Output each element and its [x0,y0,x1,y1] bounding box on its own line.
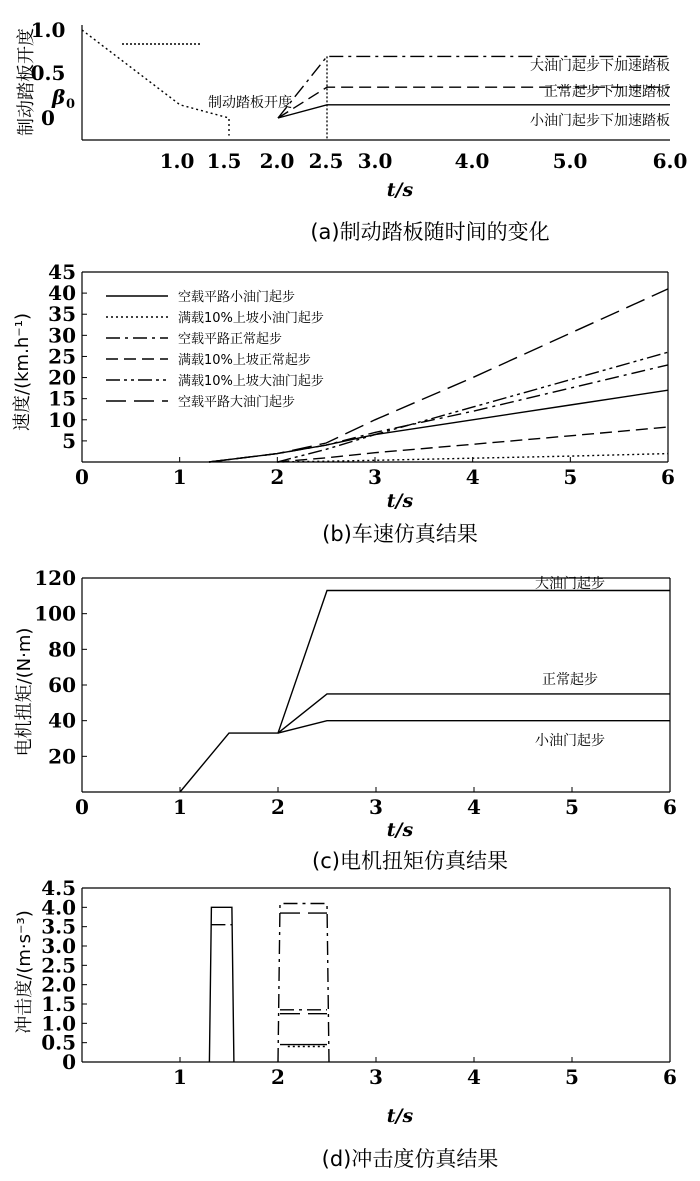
panel-b-legend [106,289,324,410]
panel-c-ticks [34,566,677,819]
x-tick-label: 2 [270,465,285,489]
x-tick-label: 1 [173,1065,187,1089]
panel-d-x-label: t/s [386,1105,414,1127]
series-line-2 [278,694,670,733]
y-tick-label: 15 [48,386,76,411]
y-tick-label: 60 [48,673,76,697]
y-tick-label: 3.0 [41,934,76,958]
panel-c-series-label-2: 正常起步 [542,672,598,688]
panel-d-y-label: 冲击度/(m·s⁻³) [14,910,35,1034]
y-tick-label: 30 [48,323,76,348]
y-tick-label: 0.5 [30,61,66,85]
panel-a-series-label-2: 正常起步下加速踏板 [544,84,670,100]
y-tick-label: 45 [48,260,76,284]
x-tick-label: 6 [663,795,677,819]
panel-b-y-label: 速度/(km.h⁻¹) [12,313,33,431]
y-tick-label: 40 [48,708,76,733]
x-tick-label: 3.0 [357,149,393,173]
panel-d-title: (d)冲击度仿真结果 [321,1147,499,1171]
series-line-3 [278,721,670,733]
panel-c-series-label-3: 小油门起步 [535,733,605,749]
x-tick-label: 6.0 [652,149,688,173]
y-tick-label: 1.5 [41,992,76,1016]
x-tick-label: 4 [467,1065,481,1089]
y-tick-label: 2.0 [41,972,76,997]
panel-d-ticks [41,876,677,1089]
x-tick-label: 1.5 [206,149,242,173]
x-tick-label: 1 [173,795,187,819]
x-tick-label: 5 [565,1065,579,1089]
y-tick-label: 2.5 [41,953,76,978]
x-tick-label: 2.0 [259,149,295,173]
legend-label-1: 空载平路小油门起步 [178,290,296,305]
x-tick-label: 0 [75,465,89,489]
panel-a [16,18,687,244]
y-tick-label: 1.0 [30,18,66,42]
series-line-1 [180,591,670,793]
panel-a-annotation: 制动踏板开度 [208,95,292,111]
y-tick-label: 35 [48,302,76,327]
series-line-5 [277,352,668,462]
x-tick-label: 3 [368,465,382,489]
panel-a-series-label-1: 大油门起步下加速踏板 [530,58,670,74]
x-tick-label: 5 [563,465,578,489]
y-tick-label: 10 [48,407,76,432]
y-tick-label: 0 [62,1050,76,1074]
x-tick-label: 4 [467,795,481,819]
y-tick-label: 0 [41,106,55,130]
panel-b-title: (b)车速仿真结果 [322,522,478,546]
y-tick-label: 20 [48,365,76,390]
y-tick-label: 120 [34,566,76,590]
series-line-4 [277,427,668,462]
x-tick-label: 6 [663,1065,677,1089]
series-line-1 [82,30,229,136]
x-tick-label: 1.0 [159,149,195,173]
panel-b-axes [82,272,668,462]
y-tick-label: 40 [48,281,76,306]
x-tick-label: 5 [565,795,579,819]
panel-c-series [180,591,670,793]
series-line-1 [209,907,234,1062]
panel-b-x-label: t/s [386,490,414,512]
legend-label-4: 满载10%上坡正常起步 [178,353,311,368]
x-tick-label: 2 [271,795,285,819]
y-tick-label: 25 [48,344,76,369]
y-tick-label: 80 [48,637,76,662]
x-tick-label: 4.0 [454,149,490,173]
panel-c-x-label: t/s [386,819,414,841]
panel-a-beta-sub: 0 [66,97,76,112]
panel-d [14,876,677,1171]
y-tick-label: 3.5 [41,914,76,939]
y-tick-label: 4.5 [41,876,76,900]
y-tick-label: 1.0 [41,1011,76,1036]
legend-label-6: 空载平路大油门起步 [178,395,296,410]
panel-a-series-label-3: 小油门起步下加速踏板 [530,113,670,129]
panel-c [14,566,677,873]
panel-c-title: (c)电机扭矩仿真结果 [312,849,508,873]
x-tick-label: 4 [465,465,480,489]
y-tick-label: 100 [34,601,76,626]
x-tick-label: 3 [369,795,383,819]
panel-a-title: (a)制动踏板随时间的变化 [310,220,550,244]
y-tick-label: 5 [62,428,76,453]
panel-d-series [209,904,329,1063]
x-tick-label: 1 [172,465,187,489]
legend-label-5: 满载10%上坡大油门起步 [178,374,324,389]
panel-b [12,260,675,546]
legend-label-3: 空载平路正常起步 [178,332,283,347]
y-tick-label: 20 [48,744,76,769]
x-tick-label: 0 [75,795,89,819]
x-tick-label: 5.0 [552,149,588,173]
x-tick-label: 6 [661,465,675,489]
panel-d-axes [82,888,670,1062]
legend-label-2: 满载10%上坡小油门起步 [178,311,324,326]
x-tick-label: 2.5 [308,149,344,173]
y-tick-label: 0.5 [41,1030,76,1055]
panel-a-y-label: 制动踏板开度 [16,28,37,136]
x-tick-label: 3 [369,1065,383,1089]
x-tick-label: 2 [271,1065,285,1089]
panel-b-ticks [48,260,675,489]
panel-a-beta-label: β [52,85,66,109]
panel-a-x-label: t/s [386,179,414,201]
y-tick-label: 4.0 [41,895,76,920]
panel-c-y-label: 电机扭矩/(N·m) [14,627,35,757]
panel-c-series-label-1: 大油门起步 [535,576,605,592]
series-line-3 [278,904,329,1063]
